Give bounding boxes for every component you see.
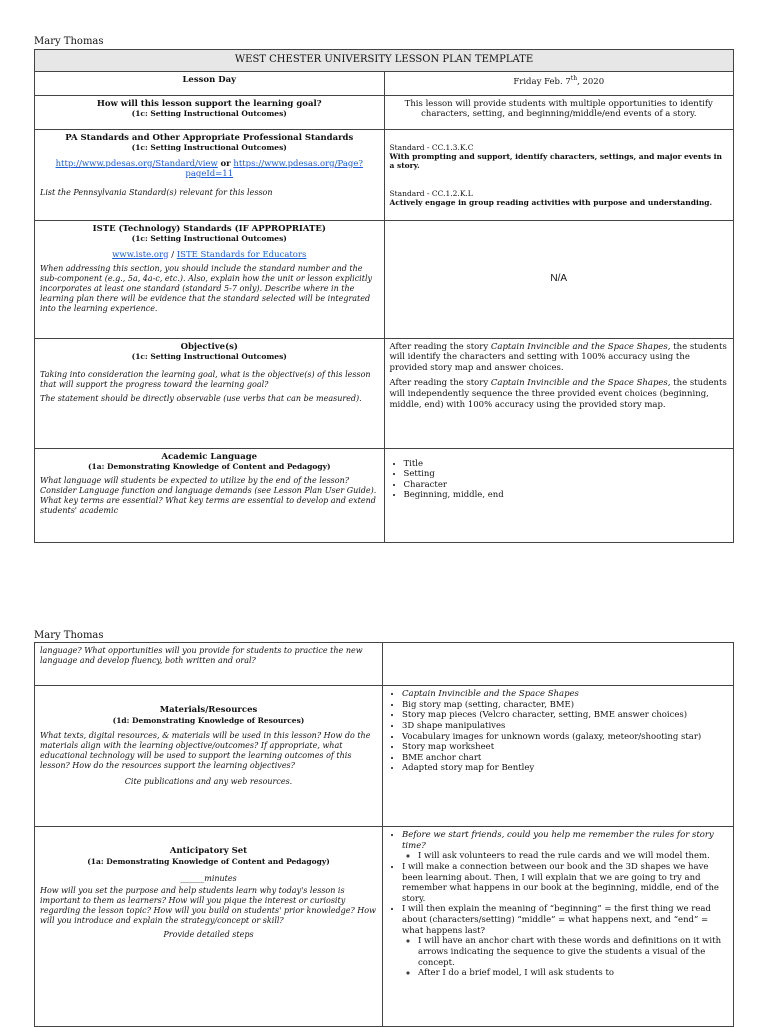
list-item: • Setting	[404, 469, 729, 480]
goal-subheading: (1c: Setting Instructional Outcomes)	[131, 109, 287, 119]
minutes-field: ______minutes	[180, 874, 237, 883]
objectives-subheading: (1c: Setting Instructional Outcomes)	[131, 352, 287, 362]
list-item: ◦ After I do a brief model, I will ask students to	[418, 968, 728, 979]
academic-terms-list	[390, 459, 729, 502]
list-item: ◦ I will ask volunteers to read the rule cards and we will model them.	[418, 851, 728, 862]
author-name: Mary Thomas	[34, 36, 104, 47]
materials-cite-note: Cite publications and any web resources.	[124, 777, 293, 786]
author-name-page2: Mary Thomas	[34, 630, 104, 641]
lesson-day-value: Friday Feb. 7th, 2020	[384, 71, 734, 95]
list-item: • Beginning, middle, end	[404, 490, 729, 501]
objective-1: After reading the story Captain Invincible and the Space Shapes, the students will identify the characters and setting with 100% accuracy using the provided story map and answer choices.	[389, 341, 727, 373]
template-title: WEST CHESTER UNIVERSITY LESSON PLAN TEMPLATE	[35, 50, 734, 72]
list-item: • I will make a connection between our book and the 3D shapes we have been learning about. Then, I will explain that we are going to try and remember what happens in our book at the beginning, middle, end of the story.	[402, 862, 728, 905]
materials-heading: Materials/Resources	[159, 705, 258, 715]
standard-1-text: With prompting and support, identify characters, settings, and major events in a story.	[389, 151, 722, 171]
standard-2-code: Standard - CC.1.2.K.L	[389, 188, 473, 198]
anticipatory-note: How will you set the purpose and help students learn why today's lesson is important to them as learners? How will you pique the interest or curiosity regarding the lesson topic? How will you build on students' prior knowledge? How will you introduce and explain the strategy/concept or skill?	[40, 886, 376, 925]
pa-note: List the Pennsylvania Standard(s) relevant for this lesson	[40, 187, 273, 197]
iste-heading: ISTE (Technology) Standards (IF APPROPRIATE)	[92, 223, 326, 234]
anticipatory-steps-list	[388, 830, 728, 979]
pa-subheading: (1c: Setting Instructional Outcomes)	[131, 143, 287, 153]
lesson-plan-table-page1	[34, 49, 734, 543]
academic-language-subheading: (1a: Demonstrating Knowledge of Content and Pedagogy)	[87, 462, 331, 472]
pa-heading: PA Standards and Other Appropriate Professional Standards	[65, 132, 354, 143]
materials-note: What texts, digital resources, & materials will be used in this lesson? How do the materials align with the learning objective/outcomes? If appropriate, what educational technology will be used to support the learning outcomes of this lesson? How do the resources support the learning objectives?	[40, 731, 371, 770]
academic-language-heading: Academic Language	[161, 451, 258, 462]
goal-answer: This lesson will provide students with multiple opportunities to identify characters, setting, and beginning/middle/end events of a story.	[384, 95, 734, 129]
objective-2: After reading the story Captain Invincible and the Space Shapes, the students will independently sequence the three provided event choices (beginning, middle, end) with 100% accuracy using the provided story map.	[389, 378, 727, 410]
list-item: • Character	[404, 480, 729, 491]
steps-note: Provide detailed steps	[163, 930, 254, 939]
or-text: or	[220, 158, 231, 169]
goal-heading: How will this lesson support the learning goal?	[96, 98, 322, 109]
anticipatory-subheading: (1a: Demonstrating Knowledge of Content and Pedagogy)	[87, 856, 330, 866]
list-item: • Story map worksheet	[402, 742, 728, 753]
list-item: • Title	[404, 459, 729, 470]
standard-1-code: Standard - CC.1.3.K.C	[389, 142, 474, 152]
academic-language-note-cont: language? What opportunities will you provide for students to practice the new language and develop fluency, both written and oral?	[40, 646, 363, 665]
iste-answer: N/A	[384, 220, 734, 338]
list-item: • Vocabulary images for unknown words (galaxy, meteor/shooting star)	[402, 732, 728, 743]
list-item: • 3D shape manipulatives	[402, 721, 728, 732]
iste-subheading: (1c: Setting Instructional Outcomes)	[131, 234, 287, 244]
objectives-note-2: The statement should be directly observable (use verbs that can be measured).	[40, 393, 362, 403]
list-item: ◦ I will have an anchor chart with these words and definitions on it with arrows indicating the sequence to give the students a visual of the concept.	[418, 936, 728, 968]
iste-link[interactable]: www.iste.org	[112, 249, 169, 260]
pdesas-standard-link[interactable]: http://www.pdesas.org/Standard/view	[55, 158, 218, 169]
list-item: • Big story map (setting, character, BME)	[402, 700, 728, 711]
academic-language-note: What language will students be expected to utilize by the end of the lesson? Consider Language function and language demands (see Lesson Plan User Guide). What key terms are essential? What key terms are essential to develop and extend students' academic	[40, 475, 377, 515]
materials-list	[388, 689, 728, 774]
list-item: • Adapted story map for Bentley	[402, 763, 728, 774]
anticipatory-heading: Anticipatory Set	[169, 846, 248, 856]
materials-subheading: (1d: Demonstrating Knowledge of Resources)	[112, 715, 305, 725]
list-item: • BME anchor chart	[402, 753, 728, 764]
iste-note: When addressing this section, you should include the standard number and the sub-component (e.g., 5a, 4a-c, etc.). Also, explain how the unit or lesson explicitly incorporates at least one standard (standard 5-7 only). Describe where in the learning plan there will be evidence that the standard selected will be integrated into the learning experience.	[40, 264, 373, 314]
list-item: • I will then explain the meaning of “beginning” = the first thing we read about (characters/setting) “middle” = what happens next, and “end” = what happens last? ◦ I will have an anchor chart with these words and definitions on it with arrows indicating the sequence to give the students a visual of the concept. ◦ After I do a brief model, I will ask students to	[402, 904, 728, 978]
pdesas-page-link[interactable]: https://www.pdesas.org/Page?pageId=11	[185, 158, 363, 180]
list-item: • Story map pieces (Velcro character, setting, BME answer choices)	[402, 710, 728, 721]
list-item: • Captain Invincible and the Space Shapes	[402, 689, 728, 700]
lesson-plan-table-page2	[34, 642, 734, 1027]
lesson-day-label: Lesson Day	[182, 74, 237, 85]
objectives-note-1: Taking into consideration the learning goal, what is the objective(s) of this lesson that will support the progress toward the learning goal?	[40, 369, 371, 389]
iste-standards-link[interactable]: ISTE Standards for Educators	[176, 249, 307, 260]
standard-2-text: Actively engage in group reading activities with purpose and understanding.	[389, 198, 713, 207]
list-item: • Before we start friends, could you help me remember the rules for story time? ◦ I will ask volunteers to read the rule cards and we will model them.	[402, 830, 728, 862]
objectives-heading: Objective(s)	[180, 341, 238, 352]
iste-link-separator: /	[171, 249, 175, 260]
